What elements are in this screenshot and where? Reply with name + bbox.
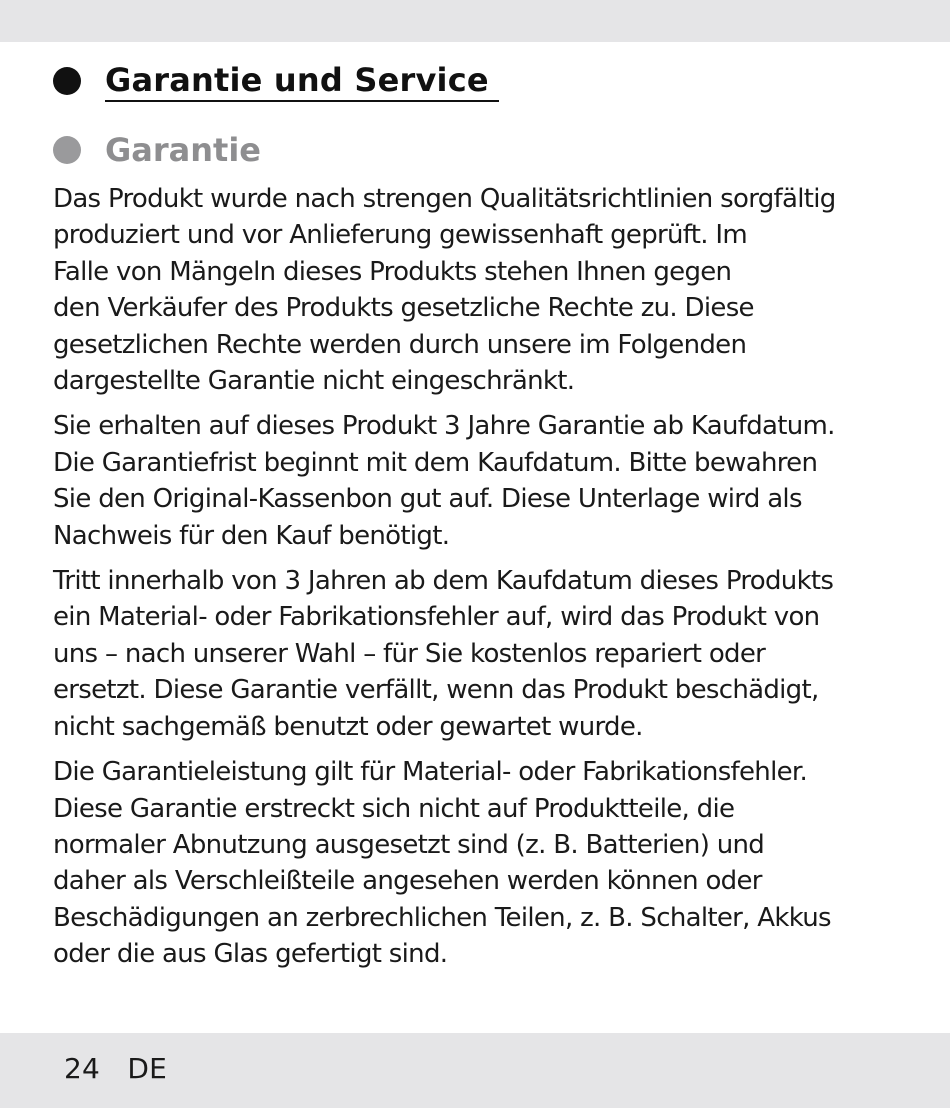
bullet-icon	[53, 67, 81, 95]
text-line: Nachweis für den Kauf benötigt.	[53, 520, 450, 551]
text-line: uns – nach unserer Wahl – für Sie kostenlos repariert oder	[53, 638, 766, 669]
text-line: Sie erhalten auf dieses Produkt 3 Jahre Garantie ab Kaufdatum.	[53, 411, 835, 442]
text-line: produziert und vor Anlieferung gewissenhaft geprüft. Im	[53, 220, 747, 251]
text-line: den Verkäufer des Produkts gesetzliche Rechte zu. Diese	[53, 293, 754, 324]
subsection-heading	[53, 127, 933, 173]
text-line: normaler Abnutzung ausgesetzt sind (z. B. Batterien) und	[53, 829, 765, 860]
text-line: ein Material- oder Fabrikationsfehler auf, wird das Produkt von	[53, 602, 820, 633]
paragraph	[53, 408, 933, 554]
text-line: daher als Verschleißteile angesehen werden können oder	[53, 866, 762, 897]
text-line: Das Produkt wurde nach strengen Qualitätsrichtlinien sorgfältig	[53, 184, 836, 214]
text-line: oder die aus Glas gefertigt sind.	[53, 939, 448, 970]
page-footer	[64, 1052, 167, 1085]
text-line: Diese Garantie erstreckt sich nicht auf Produktteile, die	[53, 793, 735, 824]
paragraph	[53, 754, 933, 972]
language-code: DE	[127, 1052, 167, 1085]
top-band	[0, 0, 950, 42]
text-line: nicht sachgemäß benutzt oder gewartet wurde.	[53, 711, 643, 742]
text-line: dargestellte Garantie nicht eingeschränkt.	[53, 366, 575, 397]
text-line: Die Garantieleistung gilt für Material- oder Fabrikationsfehler.	[53, 757, 808, 788]
text-line: Die Garantiefrist beginnt mit dem Kaufdatum. Bitte bewahren	[53, 447, 818, 478]
section-heading	[53, 58, 933, 104]
page-content	[53, 58, 933, 973]
text-line: Falle von Mängeln dieses Produkts stehen Ihnen gegen	[53, 256, 732, 287]
text-line: gesetzlichen Rechte werden durch unsere im Folgenden	[53, 329, 747, 360]
bullet-icon	[53, 136, 81, 164]
text-line: Sie den Original-Kassenbon gut auf. Diese Unterlage wird als	[53, 484, 802, 515]
text-line: ersetzt. Diese Garantie verfällt, wenn das Produkt beschädigt,	[53, 675, 819, 706]
paragraph	[53, 563, 933, 745]
section-title: Garantie und Service	[105, 60, 499, 102]
text-line: Beschädigungen an zerbrechlichen Teilen, z. B. Schalter, Akkus	[53, 902, 831, 933]
text-line: Tritt innerhalb von 3 Jahren ab dem Kaufdatum dieses Produkts	[53, 566, 834, 597]
paragraph	[53, 181, 933, 399]
page-number: 24	[64, 1052, 101, 1085]
subsection-title: Garantie	[105, 131, 261, 169]
